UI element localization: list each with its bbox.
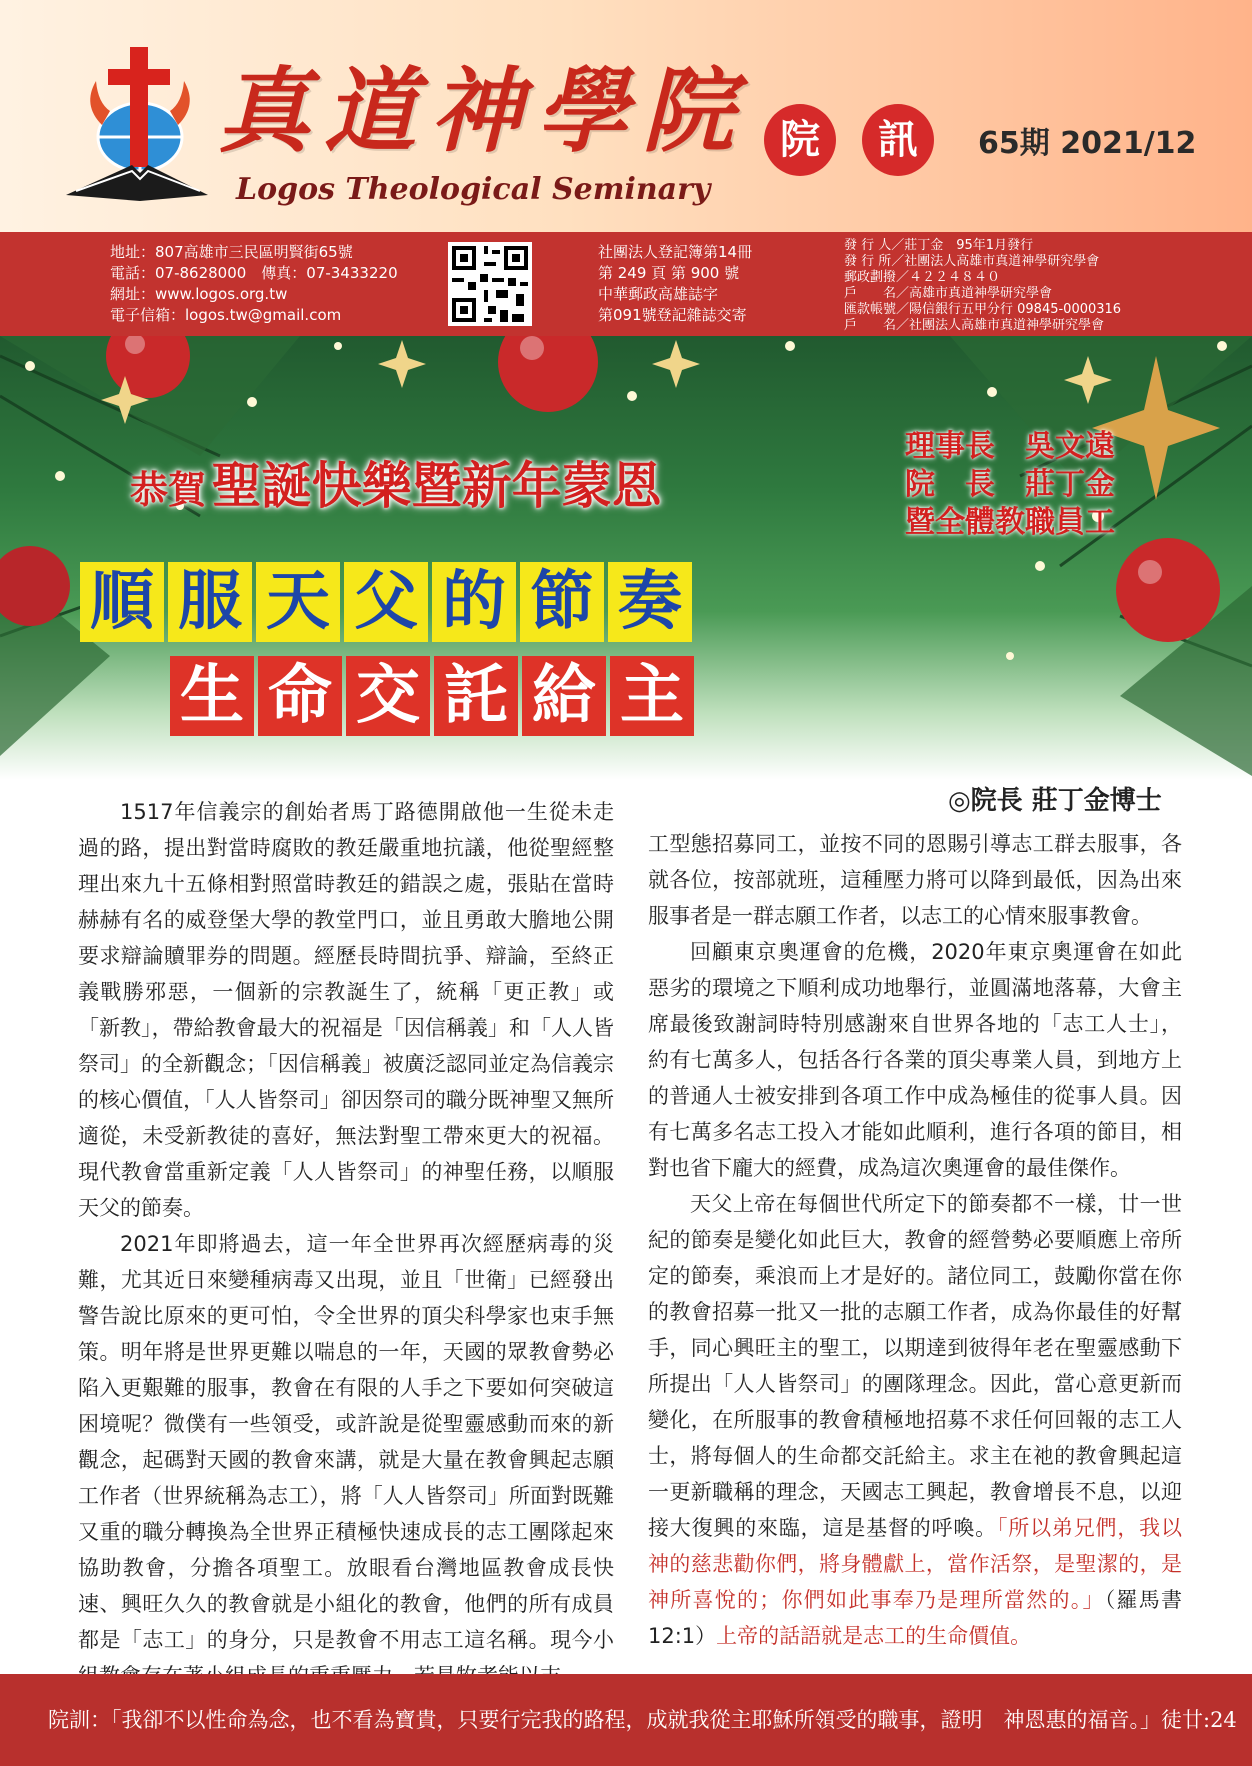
publisher-line-4: 戶 名／高雄市真道神學研究學會 <box>844 286 1053 301</box>
email-text: 電子信箱：logos.tw@gmail.com <box>110 306 342 324</box>
headline-char: 順 <box>80 562 164 642</box>
article-column-left <box>78 794 614 1694</box>
headline-line-2 <box>170 656 694 736</box>
qr-code-icon <box>448 242 532 326</box>
registration-block <box>598 242 752 326</box>
article-byline: ◎院長 莊丁金博士 <box>948 786 1162 816</box>
headline-char: 奏 <box>608 562 692 642</box>
headline-char: 天 <box>256 562 340 642</box>
article-paragraph: 2021年即將過去，這一年全世界再次經歷病毒的災難，尤其近日來變種病毒又出現，並且「世衛」已經發出警告說比原來的更可怕，令全世界的頂尖科學家也束手無策。明年將是世界更難以喘息的一年，天國的眾教會勢必陷入更艱難的服事，教會在有限的人手之下要如何突破這困境呢？微僕有一些領受，或許說是從聖靈感動而來的新觀念，起碼對天國的教會來講，就是大量在教會興起志願工作者（世界統稱為志工），將「人人皆祭司」所面對既難又重的職分轉換為全世界正積極快速成長的志工團隊起來協助教會，分擔各項聖工。放眼看台灣地區教會成長快速、興旺久久的教會就是小組化的教會，他們的所有成員都是「志工」的身分，只是教會不用志工這名稱。現今小 <box>78 1232 614 1652</box>
article-paragraph-final <box>648 1186 1182 1654</box>
registration-line-4: 第091號登記雜誌交寄 <box>598 306 747 324</box>
headline-char: 交 <box>346 656 430 736</box>
headline-char: 給 <box>522 656 606 736</box>
masthead <box>0 0 1252 232</box>
article-paragraph: 1517年信義宗的創始者馬丁路德開啟他一生從未走過的路，提出對當時腐敗的教廷嚴重地抗議，他從聖經整理出來九十五條相對照當時教廷的錯誤之處，張貼在當時赫赫有名的威登堡大學的教堂門口，並且勇敢大膽地公開要求辯論贖罪券的問題。經歷長時間抗爭、辯論，至終正義戰勝邪惡，一個新的宗教誕生了，統稱「更正教」或「新教」，帶給教會最大的祝福是「因信稱義」和「人人皆祭司」的全新觀念；「因信稱義」被廣泛認同並定為信義宗的核心價值，「人人皆祭司」卻因祭司的職分既神聖又無所適從，未受新教徒的喜好，無法對聖工帶來更大的祝福。現代教會當重新定義「人人皆祭司」的神聖任務，以順服天父的節奏。 <box>78 800 614 1220</box>
greeting-line <box>130 446 662 518</box>
publisher-line-5: 匯款帳號／陽信銀行五甲分行 09845-0000316 <box>844 302 1122 317</box>
greeting-main: 聖誕快樂暨新年蒙恩 <box>211 456 662 515</box>
registration-line-2: 第 249 頁 第 900 號 <box>598 264 740 282</box>
contact-block <box>110 242 398 326</box>
headline-char: 的 <box>432 562 516 642</box>
website-text: 網址：www.logos.org.tw <box>110 285 288 303</box>
seminary-logo-icon <box>62 45 212 205</box>
issue-number-date: 65期 2021/12 <box>978 126 1197 161</box>
phone-text: 電話：07-8628000 傳真：07-3433220 <box>110 264 398 282</box>
registration-line-3: 中華郵政高雄誌字 <box>598 285 719 303</box>
article-paragraph: 工型態招募同工，並按不同的恩賜引導志工群去服事，各就各位，按部就班，這種壓力將可以降到最低，因為出來服事者是一群志願工作者，以志工的心情來服事教會。 <box>648 832 1182 928</box>
headline-char: 父 <box>344 562 428 642</box>
greeting-signers <box>905 428 1145 542</box>
registration-line-1: 社團法人登記簿第14冊 <box>598 243 753 261</box>
headline-char: 託 <box>434 656 518 736</box>
article-paragraph: 回顧東京奧運會的危機，2020年東京奧運會在如此惡劣的環境之下順利成功地舉行，並圓滿地落幕，大會主席最後致謝詞時特別感謝來自世界各地的「志工人士」，約有七萬多人，包括各行各業的頂尖專業人員，到地方上的普通人士被安排到各項工作中成為極佳的從事人員。因有七萬多名志工投入才能如此順利，進行各項的節目，相對也省下龐大的經費，成為這次奧運會的最佳傑作。 <box>648 940 1182 1180</box>
headline-char: 命 <box>258 656 342 736</box>
article-column-right <box>648 826 1182 1654</box>
address-text: 地址：807高雄市三民區明賢街65號 <box>110 243 353 261</box>
seal-badge-2: 訊 <box>862 104 934 176</box>
greeting-prefix: 恭賀 <box>130 467 207 512</box>
scripture-reference: （羅馬書12:1） <box>648 1588 1182 1648</box>
footer-motto: 院訓：「我卻不以性命為念，也不看為寶貴，只要行完我的路程，成就我從主耶穌所領受的職事，證明 神恩惠的福音。」徒廿:24 <box>0 1674 1252 1766</box>
scripture-quote: 「所以弟兄們，我以神的慈悲勸你們，將身體獻上，當作活祭，是聖潔的，是神所喜悅的；你們如此事奉乃是理所當然的。」 <box>648 1516 1182 1612</box>
christmas-banner <box>0 336 1252 780</box>
publisher-block <box>844 238 1121 334</box>
signer-president: 院 長 莊丁金 <box>905 467 1115 502</box>
seminary-title-english: Logos Theological Seminary <box>236 172 711 207</box>
headline-line-1 <box>80 562 692 642</box>
article-paragraph-text: 天父上帝在每個世代所定下的節奏都不一樣，廿一世紀的節奏是變化如此巨大，教會的經營勢必要順應上帝所定的節奏，乘浪而上才是好的。諸位同工，鼓勵你當在你的教會招募一批又一批的志願工作者，成為你最佳的好幫手，同心興旺主的聖工，以期達到彼得年老在聖靈感動下所提出「人人皆祭司」的團隊理念。因此，當心意更新而變化，在所服事的教會積極地招募不求任何回報的志工人士，將每個人的生命都交託給主。求主在祂的教會興起這一更新職稱的理念，天國志工興起，教會增長不息，以迎接大復興的來臨，這是基督的呼喚。 <box>648 1192 1182 1540</box>
publisher-line-6: 戶 名／社團法人高雄市真道神學研究學會 <box>844 318 1105 333</box>
headline-char: 生 <box>170 656 254 736</box>
seminary-title-chinese: 真道神學院 <box>218 57 749 165</box>
headline-char: 主 <box>610 656 694 736</box>
publisher-line-3: 郵政劃撥／４２２４８４０ <box>844 270 1001 285</box>
info-bar <box>0 232 1252 336</box>
headline-char: 節 <box>520 562 604 642</box>
signer-staff: 暨全體教職員工 <box>905 505 1115 540</box>
seal-badge-1: 院 <box>764 104 836 176</box>
publisher-line-2: 發 行 所／社團法人高雄市真道神學研究學會 <box>844 254 1100 269</box>
signer-chairman: 理事長 吳文遠 <box>905 429 1115 464</box>
publisher-line-1: 發 行 人／莊丁金 95年1月發行 <box>844 238 1034 253</box>
closing-statement: 上帝的話語就是志工的生命價值。 <box>716 1624 1032 1648</box>
headline-char: 服 <box>168 562 252 642</box>
